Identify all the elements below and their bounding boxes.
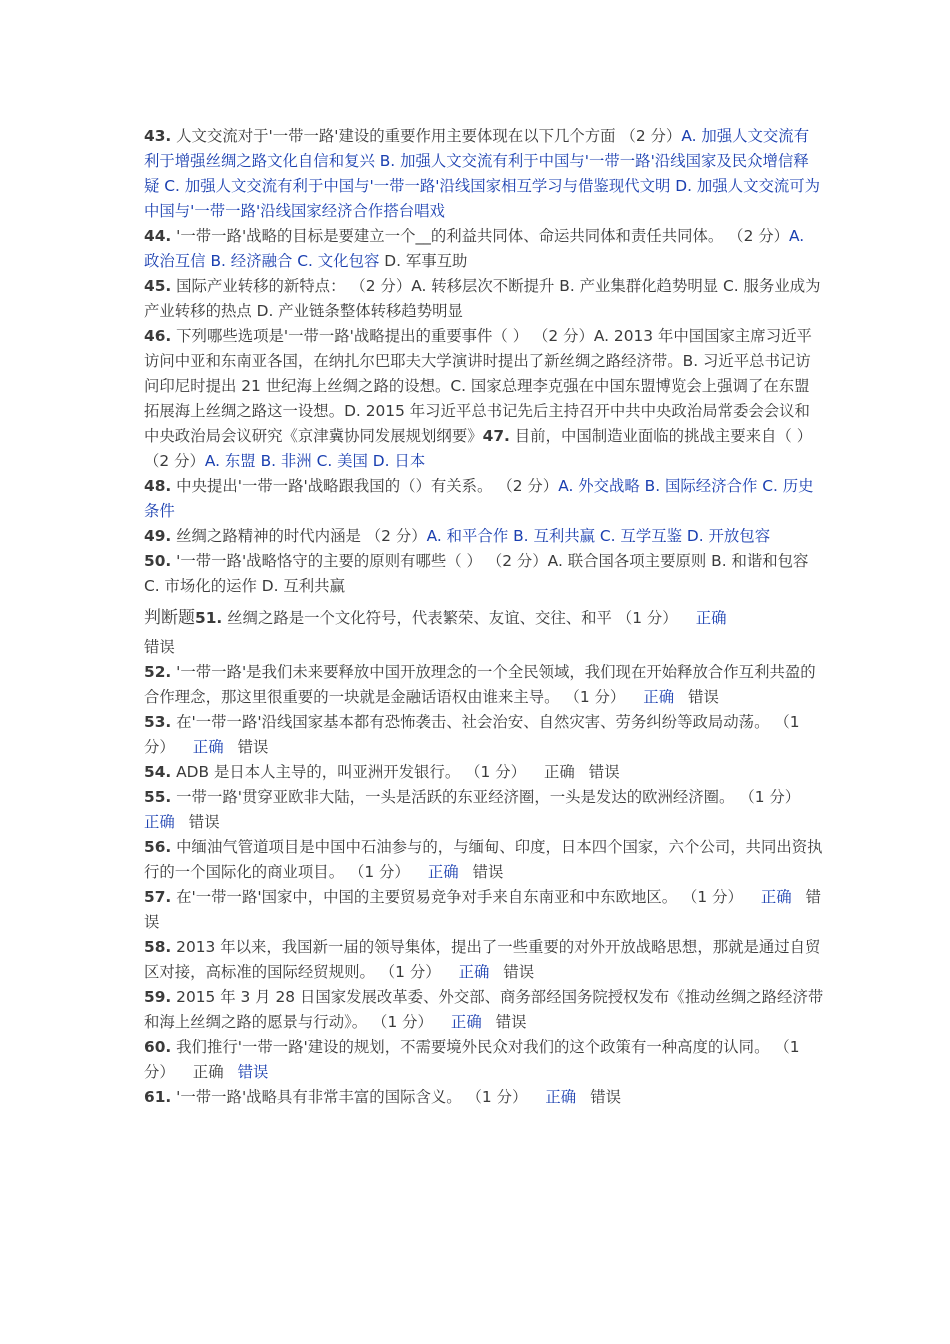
question-text: '一带一路'战略恪守的主要的原则有哪些（ ） （2 分）A. 联合国各项主要原则 B. 和谐和包容 C. 市场化的运作 D. 互利共赢 <box>144 552 809 595</box>
question-text: 国际产业转移的新特点： （2 分）A. 转移层次不断提升 B. 产业集群化趋势明显 C. 服务业成为产业转移的热点 D. 产业链条整体转移趋势明显 <box>144 277 821 320</box>
question-number: 56. <box>144 838 172 856</box>
question-46 <box>144 324 824 474</box>
question-number: 50. <box>144 552 172 570</box>
question-61 <box>144 1085 824 1110</box>
question-54 <box>144 760 824 785</box>
answer-wrong[interactable]: 错误 <box>237 738 269 756</box>
selected-options[interactable]: A. 外交战略 B. 国际经济合作 C. 历史条件 <box>144 477 814 520</box>
selected-options[interactable]: A. 东盟 B. 非洲 C. 美国 D. 日本 <box>204 452 426 470</box>
question-stem: 人文交流对于'一带一路'建设的重要作用主要体现在以下几个方面 （2 分） <box>171 127 682 145</box>
question-number: 58. <box>144 938 172 956</box>
question-49 <box>144 524 824 549</box>
question-53 <box>144 710 824 760</box>
question-stem: 在'一带一路'沿线国家基本都有恐怖袭击、社会治安、自然灾害、劳务纠纷等政局动荡。 （1 分） <box>144 713 800 756</box>
question-57 <box>144 885 824 935</box>
question-number: 59. <box>144 988 172 1006</box>
question-stem: 在'一带一路'国家中，中国的主要贸易竞争对手来自东南亚和中东欧地区。 （1 分） <box>171 888 743 906</box>
question-56 <box>144 835 824 885</box>
answer-correct[interactable]: 正确 <box>643 688 675 706</box>
answer-wrong[interactable]: 错误 <box>144 638 175 656</box>
question-stem: 丝绸之路是一个文化符号，代表繁荣、友谊、交往、和平 （1 分） <box>222 609 678 627</box>
question-stem: '一带一路'是我们未来要释放中国开放理念的一个全民领域，我们现在开始释放合作互利共盈的合作理念，那这里很重要的一块就是金融话语权由谁来主导。 （1 分） <box>144 663 816 706</box>
question-number: 51. <box>195 609 223 627</box>
question-60 <box>144 1035 824 1085</box>
answer-correct[interactable]: 正确 <box>192 1063 224 1081</box>
question-44 <box>144 224 824 274</box>
selected-options[interactable]: A. 政治互信 B. 经济融合 C. 文化包容 <box>144 227 805 270</box>
question-43 <box>144 124 824 224</box>
answer-correct[interactable]: 正确 <box>458 963 490 981</box>
question-52 <box>144 660 824 710</box>
section-title: 判断题 <box>144 608 195 628</box>
question-number: 43. <box>144 127 172 145</box>
question-number: 45. <box>144 277 172 295</box>
question-number: 44. <box>144 227 172 245</box>
answer-wrong[interactable]: 错误 <box>495 1013 527 1031</box>
answer-wrong[interactable]: 错误 <box>144 888 822 931</box>
question-number: 49. <box>144 527 172 545</box>
answer-wrong[interactable]: 错误 <box>472 863 504 881</box>
question-number: 52. <box>144 663 172 681</box>
question-stem: 中缅油气管道项目是中国中石油参与的，与缅甸、印度，日本四个国家，六个公司，共同出资执行的一个国际化的商业项目。 （1 分） <box>144 838 823 881</box>
answer-correct[interactable]: 正确 <box>427 863 459 881</box>
question-stem: '一带一路'战略具有非常丰富的国际含义。 （1 分） <box>171 1088 528 1106</box>
question-stem: 丝绸之路精神的时代内涵是 （2 分） <box>171 527 427 545</box>
question-50 <box>144 549 824 599</box>
question-59 <box>144 985 824 1035</box>
answer-correct[interactable]: 正确 <box>695 609 727 627</box>
question-stem: ADB 是日本人主导的，叫亚洲开发银行。 （1 分） <box>171 763 526 781</box>
question-stem: 我们推行'一带一路'建设的规划，不需要境外民众对我们的这个政策有一种高度的认同。 （1 分） <box>144 1038 800 1081</box>
question-48 <box>144 474 824 524</box>
answer-correct[interactable]: 正确 <box>544 763 575 781</box>
exam-document <box>144 124 824 1110</box>
question-number: 55. <box>144 788 172 806</box>
question-number: 61. <box>144 1088 172 1106</box>
question-text: 下列哪些选项是'一带一路'战略提出的重要事件（ ） （2 分）A. 2013 年中国国家主席习近平访问中亚和东南亚各国，在纳扎尔巴耶夫大学演讲时提出了新丝绸之路经济带。B. 习近平总书记访问印尼时提出 21 世纪海上丝绸之路的设想。C. 国家总理李克强在中国东盟博览会上强调了在东盟拓展海上丝绸之路这一设想。D. 2015 年习近平总书记先后主持召开中共中央政治局常委会会议和中央政治局会议研究《京津冀协同发展规划纲要》 <box>144 327 812 445</box>
question-stem: 目前，中国制造业面临的挑战主要来自（ ） （2 分） <box>144 427 813 470</box>
answer-correct[interactable]: 正确 <box>545 1088 577 1106</box>
selected-options[interactable]: A. 和平合作 B. 互利共赢 C. 互学互鉴 D. 开放包容 <box>426 527 771 545</box>
answer-wrong[interactable]: 错误 <box>188 813 220 831</box>
question-55 <box>144 785 824 835</box>
question-stem: 2015 年 3 月 28 日国家发展改革委、外交部、商务部经国务院授权发布《推动丝绸之路经济带和海上丝绸之路的愿景与行动》。 （1 分） <box>144 988 824 1031</box>
question-stem: 中央提出'一带一路'战略跟我国的（）有关系。 （2 分） <box>171 477 559 495</box>
question-number: 48. <box>144 477 172 495</box>
selected-options[interactable]: A. 加强人文交流有利于增强丝绸之路文化自信和复兴 B. 加强人文交流有利于中国与'一带一路'沿线国家及民众增信释疑 C. 加强人文交流有利于中国与'一带一路'沿线国家相互学习与借鉴现代文明 D. 加强人文交流可为中国与'一带一路'沿线国家经济合作搭台唱戏 <box>144 127 821 220</box>
question-51 <box>144 606 824 631</box>
question-45 <box>144 274 824 324</box>
question-number: 57. <box>144 888 172 906</box>
question-number: 53. <box>144 713 172 731</box>
question-number: 47. <box>482 427 510 445</box>
question-stem: 一带一路'贯穿亚欧非大陆，一头是活跃的东亚经济圈，一头是发达的欧洲经济圈。 （1 分） <box>171 788 801 806</box>
answer-correct[interactable]: 正确 <box>144 813 175 831</box>
question-number: 60. <box>144 1038 172 1056</box>
answer-correct[interactable]: 正确 <box>192 738 224 756</box>
answer-wrong[interactable]: 错误 <box>503 963 535 981</box>
answer-correct[interactable]: 正确 <box>450 1013 482 1031</box>
unselected-options[interactable]: D. 军事互助 <box>379 252 468 270</box>
question-stem: 2013 年以来，我国新一届的领导集体，提出了一些重要的对外开放战略思想，那就是通过自贸区对接，高标准的国际经贸规则。 （1 分） <box>144 938 821 981</box>
answer-row <box>144 635 824 660</box>
question-number: 46. <box>144 327 172 345</box>
answer-correct[interactable]: 正确 <box>760 888 792 906</box>
question-number: 54. <box>144 763 172 781</box>
question-58 <box>144 935 824 985</box>
answer-wrong[interactable]: 错误 <box>237 1063 269 1081</box>
answer-wrong[interactable]: 错误 <box>590 1088 621 1106</box>
question-stem: '一带一路'战略的目标是要建立一个__的利益共同体、命运共同体和责任共同体。 （2 分） <box>171 227 790 245</box>
answer-wrong[interactable]: 错误 <box>588 763 620 781</box>
answer-wrong[interactable]: 错误 <box>688 688 719 706</box>
